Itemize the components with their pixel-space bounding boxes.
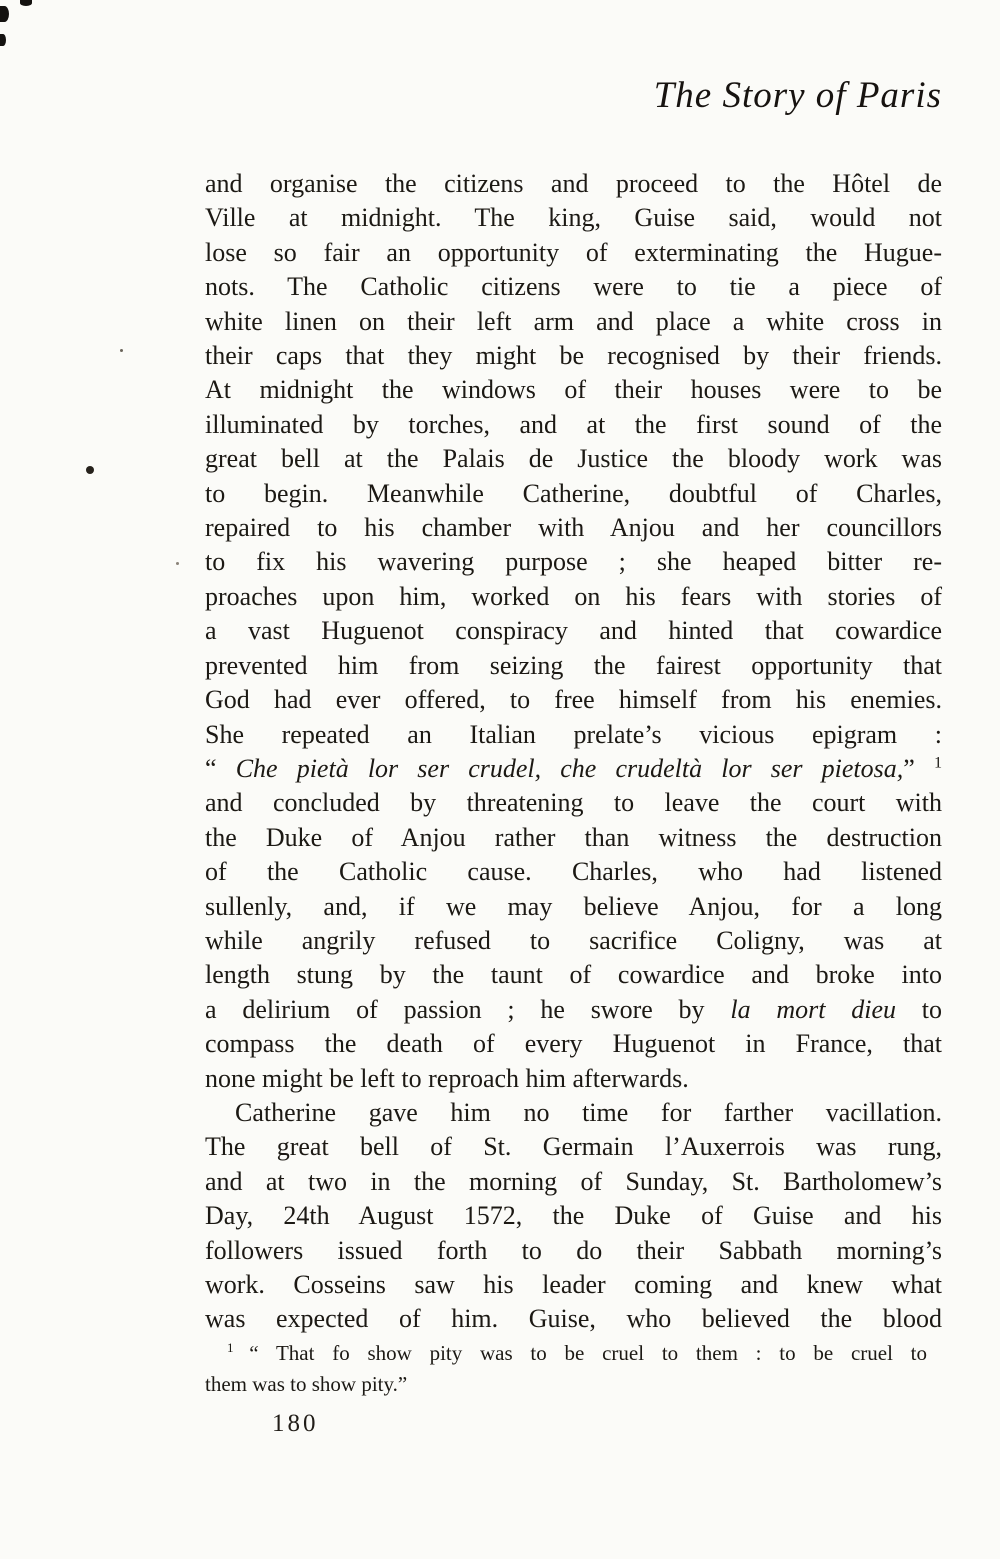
body-text-block: [205, 167, 942, 1337]
text-segment: prevented him from seizing the fairest opportunity that: [205, 650, 942, 680]
text-segment: At midnight the windows of their houses were to be: [205, 375, 942, 405]
text-segment: their caps that they might be recognised by their friends.: [205, 341, 942, 371]
text-line: [205, 477, 942, 511]
text-segment: the Duke of Anjou rather than witness the destruction: [205, 822, 942, 852]
text-segment: and concluded by threatening to leave the court with: [205, 788, 942, 818]
text-segment: God had ever offered, to free himself from his enemies.: [205, 685, 942, 715]
text-segment: She repeated an Italian prelate’s vicious epigram :: [205, 719, 942, 749]
italic-text: Che pietà lor ser crudel, che crudeltà lor ser pietosa,: [235, 753, 904, 783]
text-segment: work. Cosseins saw his leader coming and knew what: [205, 1270, 942, 1299]
text-segment: compass the death of every Huguenot in France, that: [205, 1029, 942, 1059]
text-line: [205, 580, 942, 614]
page-number: 180: [272, 1410, 319, 1437]
footnote-marker: 1: [933, 754, 943, 772]
text-segment: proaches upon him, worked on his fears with stories of: [205, 581, 942, 611]
text-line: [205, 511, 942, 545]
text-line: [205, 1234, 942, 1268]
text-segment: lose so fair an opportunity of exterminating the Hugue-: [205, 237, 942, 267]
text-line: [205, 373, 942, 407]
text-segment: illuminated by torches, and at the first sound of the: [205, 409, 942, 439]
text-line: [205, 167, 942, 201]
text-line: [205, 270, 942, 304]
text-line: [205, 1096, 942, 1130]
text-line: [205, 821, 942, 855]
text-line: [205, 786, 942, 820]
running-header-title: The Story of Paris: [653, 75, 942, 116]
text-segment: to fix his wavering purpose ; she heaped bitter re-: [205, 547, 942, 577]
text-segment: “: [205, 753, 236, 783]
text-line: [205, 236, 942, 270]
text-line: [205, 993, 942, 1027]
text-segment: “ That fo show pity was to be cruel to them : to be cruel to: [249, 1341, 928, 1365]
text-segment: Catherine gave him no time for farther vacillation.: [235, 1097, 942, 1127]
text-line: [205, 1027, 942, 1061]
text-segment: Day, 24th August 1572, the Duke of Guise and his: [205, 1201, 942, 1231]
text-segment: ”: [903, 753, 934, 783]
text-line: [205, 1165, 942, 1199]
text-segment: to begin. Meanwhile Catherine, doubtful of Charles,: [205, 478, 942, 508]
text-segment: white linen on their left arm and place a white cross in: [205, 306, 942, 336]
text-line: [205, 1062, 942, 1096]
text-line: [205, 752, 942, 786]
text-line: [205, 408, 942, 442]
footnote-block: [205, 1338, 927, 1400]
text-segment: none might be left to reproach him afterwards.: [205, 1063, 689, 1093]
text-line: [205, 1338, 927, 1369]
italic-text: la mort dieu: [730, 994, 896, 1024]
text-line: [205, 890, 942, 924]
text-segment: Ville at midnight. The king, Guise said, would not: [205, 203, 942, 233]
text-segment: repaired to his chamber with Anjou and her councillors: [205, 513, 942, 543]
ink-speck: [0, 34, 6, 46]
text-segment: and organise the citizens and proceed to the Hôtel de: [205, 169, 942, 198]
text-line: [205, 958, 942, 992]
text-line: [205, 614, 942, 648]
text-segment: them was to show pity.”: [205, 1372, 408, 1396]
ink-speck: [86, 466, 94, 474]
text-line: [205, 1199, 942, 1233]
ink-speck: [20, 0, 32, 6]
text-line: [205, 718, 942, 752]
text-line: [205, 339, 942, 373]
text-segment: of the Catholic cause. Charles, who had listened: [205, 857, 942, 887]
text-segment: great bell at the Palais de Justice the bloody work was: [205, 444, 942, 474]
text-line: [205, 305, 942, 339]
text-line: [205, 649, 942, 683]
text-segment: was expected of him. Guise, who believed the blood: [205, 1304, 942, 1334]
text-line: [205, 201, 942, 235]
text-segment: a vast Huguenot conspiracy and hinted that cowardice: [205, 616, 942, 646]
text-segment: nots. The Catholic citizens were to tie a piece of: [205, 272, 942, 302]
text-line: [205, 1369, 927, 1400]
text-segment: sullenly, and, if we may believe Anjou, for a long: [205, 891, 942, 921]
text-line: [205, 924, 942, 958]
text-line: [205, 1130, 942, 1164]
text-line: [205, 1268, 942, 1302]
ink-speck: [176, 562, 179, 565]
text-line: [205, 1302, 942, 1336]
text-line: [205, 545, 942, 579]
ink-speck: [0, 6, 9, 22]
text-line: [205, 442, 942, 476]
text-segment: a delirium of passion ; he swore by: [205, 994, 731, 1024]
text-segment: followers issued forth to do their Sabbath morning’s: [205, 1235, 942, 1265]
text-segment: to: [896, 994, 942, 1024]
text-segment: and at two in the morning of Sunday, St. Bartholomew’s: [205, 1166, 942, 1196]
text-segment: while angrily refused to sacrifice Coligny, was at: [205, 925, 942, 955]
text-line: [205, 683, 942, 717]
footnote-marker: 1: [227, 1340, 250, 1355]
text-segment: length stung by the taunt of cowardice and broke into: [205, 960, 942, 990]
ink-speck: [120, 349, 123, 352]
text-line: [205, 855, 942, 889]
text-segment: The great bell of St. Germain l’Auxerrois was rung,: [205, 1132, 942, 1162]
